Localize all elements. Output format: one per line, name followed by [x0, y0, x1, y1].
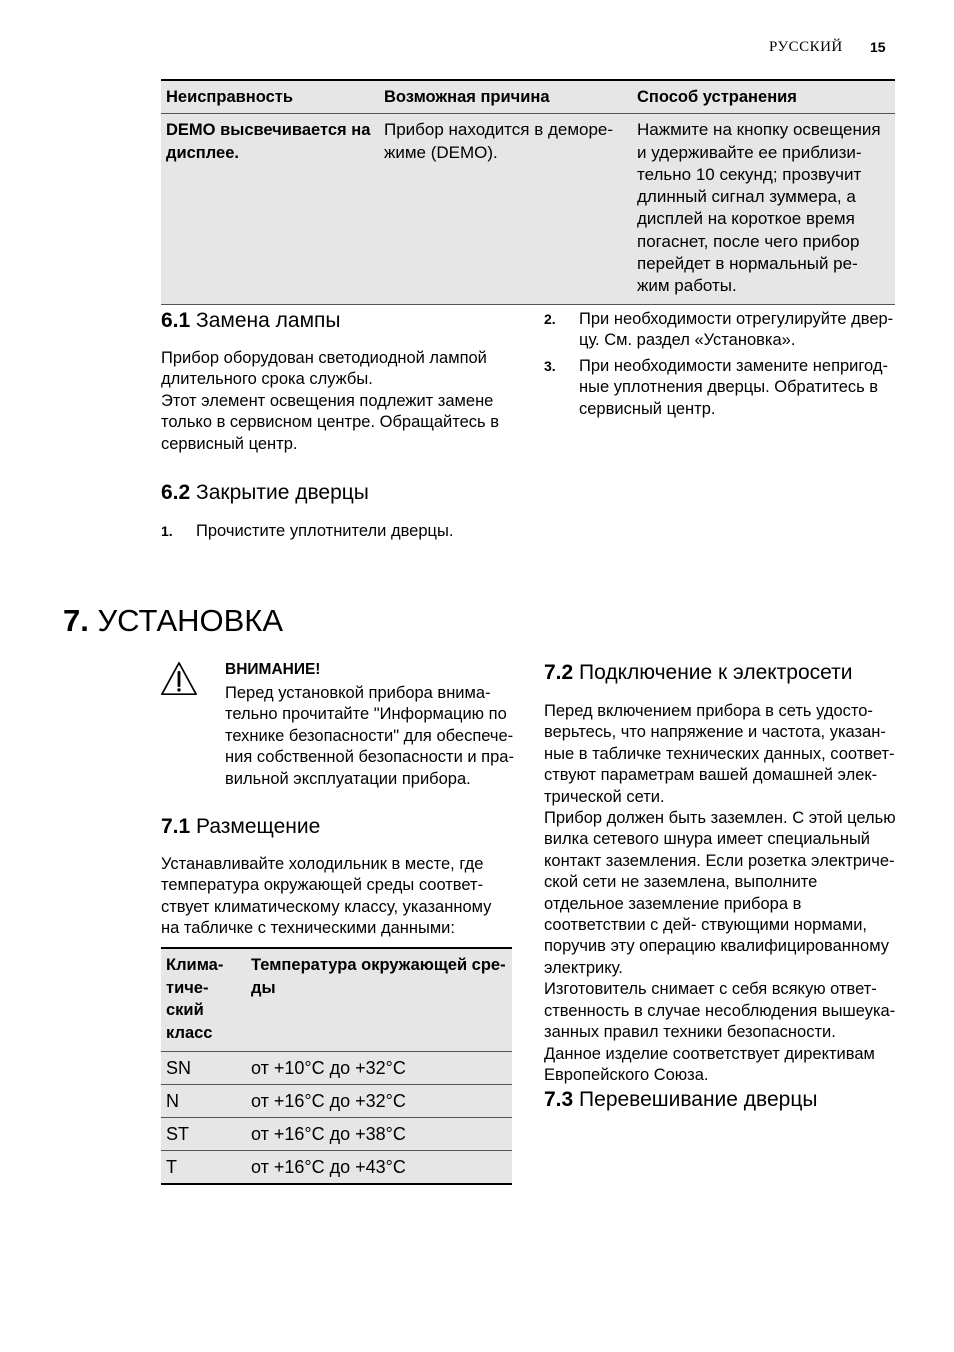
troubleshoot-remedy-cell: Нажмите на кнопку освещения и удерживайте ее приблизи- тельно 10 секунд; прозвучит длинный сигнал зуммера, а дисплей на короткое время погаснет, после чего прибор перейдет в нормальный ре- жим работы. [632, 114, 895, 304]
section-title: Замена лампы [196, 309, 341, 332]
climate-class-cell: N [161, 1085, 246, 1118]
text-line: длительного срока службы. [161, 370, 373, 389]
step-number: 3. [544, 358, 556, 374]
climate-range-cell: от +16°C до +38°C [246, 1118, 512, 1151]
section-7-2-text [544, 701, 896, 1086]
section-7-2-heading [544, 661, 852, 685]
text-line: Этот элемент освещения подлежит замене [161, 391, 494, 410]
warning-title: ВНИМАНИЕ! [225, 661, 321, 678]
step-number: 2. [544, 311, 556, 327]
troubleshoot-fault-cell: DEMO высвечивается на дисплее. [161, 114, 379, 304]
table-row [161, 1085, 512, 1118]
section-title: Перевешивание дверцы [579, 1088, 818, 1111]
step-text: Прочистите уплотнители дверцы. [196, 522, 454, 540]
section-number: 6.2 [161, 481, 191, 504]
section-6-2-heading [161, 481, 369, 505]
chapter-title: УСТАНОВКА [97, 603, 284, 638]
list-item [544, 356, 894, 422]
table-row [161, 1151, 512, 1185]
section-number: 7.1 [161, 815, 191, 838]
section-title: Размещение [196, 815, 321, 838]
warning-text: Перед установкой прибора внима- тельно прочитайте "Информацию по технике безопасности" для обеспече- ния собственной безопасности и пра- вильной эксплуатации прибора. [225, 684, 514, 788]
section-title: Закрытие дверцы [196, 481, 369, 504]
climate-range-cell: от +10°C до +32°C [246, 1052, 512, 1085]
chapter-number: 7. [63, 603, 89, 638]
paragraph: Перед включением прибора в сеть удосто- верьтесь, что напряжение и частота, указан- ные в табличке технических данных, соответ- ствуют параметрам вашей домашней элек- трической сети. [544, 702, 895, 806]
paragraph: Данное изделие соответствует директивам Европейского Союза. [544, 1044, 875, 1084]
climate-header-class: Клима- тиче- ский класс [161, 948, 246, 1052]
chapter-heading [63, 603, 283, 639]
page-number: 15 [870, 39, 886, 55]
climate-class-cell: SN [161, 1052, 246, 1085]
paragraph: Изготовитель снимает с себя всякую ответ- ственность в случае несоблюдения вышеука- занных правил техники безопасности. [544, 980, 896, 1042]
table-row [161, 1052, 512, 1085]
troubleshoot-header-fault: Неисправность [161, 80, 379, 114]
section-number: 7.3 [544, 1088, 574, 1111]
section-6-1-text [161, 348, 506, 455]
section-title: Подключение к электросети [579, 661, 853, 684]
troubleshoot-header-cause: Возможная причина [379, 80, 632, 114]
list-item [161, 521, 511, 543]
section-number: 7.2 [544, 661, 574, 684]
climate-class-cell: T [161, 1151, 246, 1185]
climate-header-temperature: Температура окружающей сре- ды [246, 948, 512, 1052]
table-row [161, 114, 895, 304]
climate-range-cell: от +16°C до +32°C [246, 1085, 512, 1118]
text-line: сервисный центр. [161, 434, 298, 453]
section-6-1-heading [161, 309, 340, 333]
section-7-1-text: Устанавливайте холодильник в месте, где температура окружающей среды соответ- ствует климатическому классу, указанному на табличке с техническими данными: [161, 855, 492, 938]
header-language: РУССКИЙ [769, 39, 843, 55]
step-text: При необходимости замените непригод- ные уплотнения дверцы. Обратитесь в сервисный центр. [579, 357, 888, 418]
step-text: При необходимости отрегулируйте двер- цу. См. раздел «Установка». [579, 310, 894, 350]
climate-class-table [161, 947, 512, 1185]
section-7-3-heading [544, 1088, 817, 1112]
section-number: 6.1 [161, 309, 191, 332]
climate-class-cell: ST [161, 1118, 246, 1151]
table-row [161, 1118, 512, 1151]
step-number: 1. [161, 523, 173, 539]
troubleshoot-cause-cell: Прибор находится в деморе- жиме (DEMO). [379, 114, 632, 304]
paragraph: Прибор должен быть заземлен. С этой целью вилка сетевого шнура имеет специальный контакт заземления. Если розетка электриче- ской сети не заземлена, выполните отдельное заземление прибора в соответствии с дей- ствующими нормами, поручив эту операцию квалифицированному электрику. [544, 809, 896, 977]
text-line: Прибор оборудован светодиодной лампой [161, 349, 487, 367]
text-line: только в сервисном центре. Обращайтесь в [161, 413, 499, 432]
list-item [544, 309, 894, 353]
section-7-1-heading [161, 815, 320, 839]
climate-range-cell: от +16°C до +43°C [246, 1151, 512, 1185]
troubleshoot-table [161, 79, 895, 305]
troubleshoot-header-remedy: Способ устранения [632, 80, 895, 114]
warning-triangle-icon [160, 660, 198, 698]
